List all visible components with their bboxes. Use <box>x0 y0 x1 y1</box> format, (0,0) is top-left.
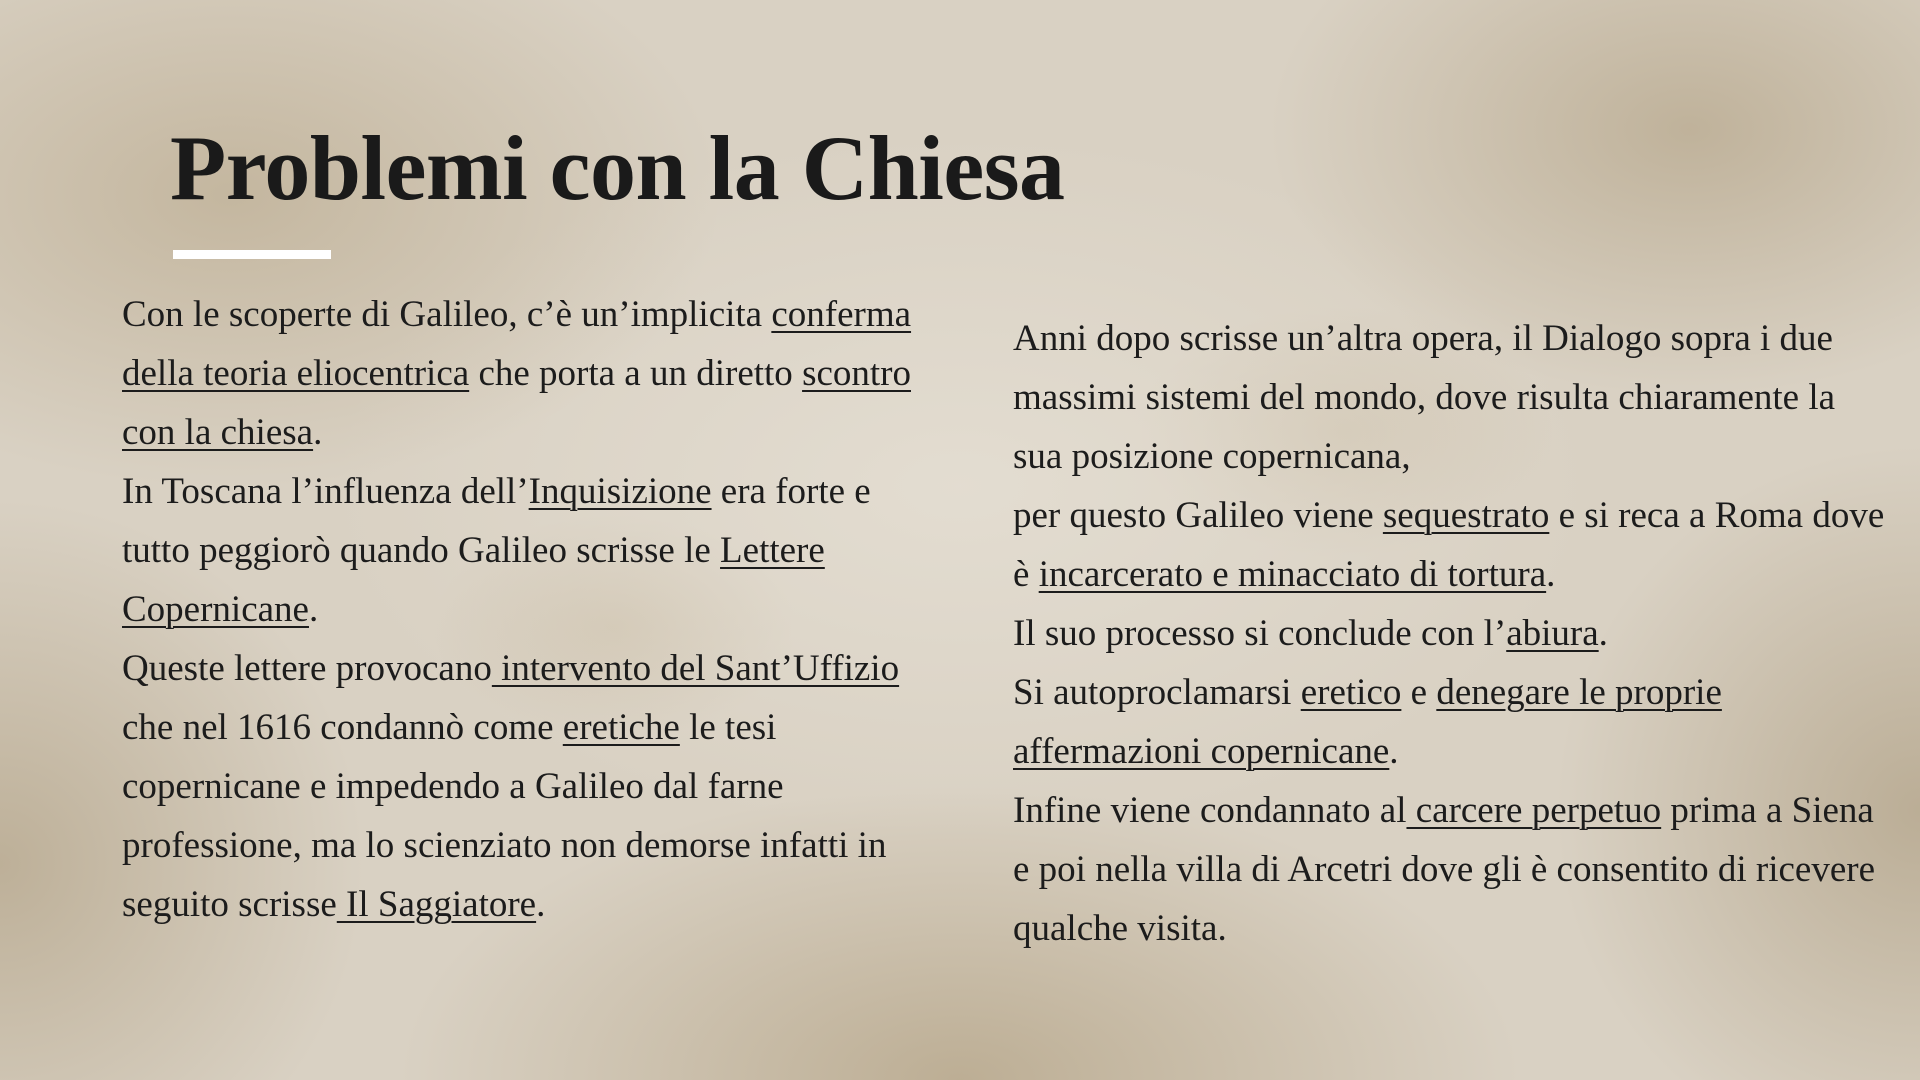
right-p4-text-3: . <box>1389 731 1399 772</box>
left-p1-text-3: . <box>313 412 323 453</box>
right-paragraph-5 <box>1013 781 1893 958</box>
link-conferma-teoria-eliocentrica: conferma della teoria eliocentrica <box>122 294 912 394</box>
right-paragraph-2 <box>1013 486 1893 604</box>
link-carcere-perpetuo: carcere perpetuo <box>1406 790 1662 831</box>
left-p3-text-2: che nel 1616 condannò come <box>122 707 563 748</box>
link-scontro-con-la-chiesa: scontro con la chiesa <box>122 353 911 453</box>
left-paragraph-1 <box>122 285 942 462</box>
right-p4-text-2: e <box>1401 672 1437 713</box>
left-p2-text-3: . <box>308 589 319 630</box>
left-text-column <box>122 285 942 934</box>
link-abiura: abiura <box>1506 613 1599 654</box>
left-p3-text-3: le tesi copernicane e impedendo a Galileo dal farne professione, ma lo scienziato non demorse infatti in seguito scrisse <box>122 707 887 925</box>
right-paragraph-3 <box>1013 604 1893 663</box>
right-p3-text-2: . <box>1598 613 1608 654</box>
left-p2-text-2: era forte e tutto peggiorò quando Galileo scrisse le <box>122 471 871 571</box>
right-text-column <box>1013 309 1893 958</box>
right-paragraph-1 <box>1013 309 1893 486</box>
link-intervento-santuffizio: intervento del Sant’Uffizio <box>491 648 900 689</box>
left-p1-text-2: che porta a un diretto <box>469 353 803 394</box>
right-p2-text-2: e si reca a Roma dove è <box>1013 495 1885 595</box>
link-lettere-copernicane: Lettere Copernicane <box>122 530 825 630</box>
left-paragraph-3 <box>122 639 942 934</box>
right-p2-text-1: per questo Galileo viene <box>1013 495 1383 536</box>
link-incarcerato-minacciato-tortura: incarcerato e minacciato di tortura <box>1038 554 1547 595</box>
right-p3-text-1: Il suo processo si conclude con l’ <box>1013 613 1507 654</box>
link-il-saggiatore: Il Saggiatore <box>336 884 537 925</box>
right-p1-text-1: Anni dopo scrisse un’altra opera, il Dialogo sopra i due massimi sistemi del mondo, dove risulta chiaramente la sua posizione copernicana, <box>1013 318 1836 477</box>
link-inquisizione: Inquisizione <box>528 471 712 512</box>
link-eretiche: eretiche <box>562 707 680 748</box>
right-p5-text-2: prima a Siena e poi nella villa di Arcetri dove gli è consentito di ricevere qualche visita. <box>1013 790 1876 949</box>
link-denegare-affermazioni-copernicane: denegare le proprie affermazioni copernicane <box>1013 672 1722 772</box>
title-underline-bar <box>173 250 331 259</box>
left-p3-text-1: Queste lettere provocano <box>122 648 492 689</box>
link-eretico: eretico <box>1300 672 1402 713</box>
right-p4-text-1: Si autoproclamarsi <box>1013 672 1301 713</box>
left-p1-text-1: Con le scoperte di Galileo, c’è un’implicita <box>122 294 772 335</box>
right-p5-text-1: Infine viene condannato al <box>1013 790 1407 831</box>
link-sequestrato: sequestrato <box>1382 495 1550 536</box>
slide-title: Problemi con la Chiesa <box>170 117 1065 219</box>
left-paragraph-2 <box>122 462 942 639</box>
left-p3-text-4: . <box>536 884 546 925</box>
right-paragraph-4 <box>1013 663 1893 781</box>
left-p2-text-1: In Toscana l’influenza dell’ <box>122 471 529 512</box>
right-p2-text-3: . <box>1546 554 1556 595</box>
